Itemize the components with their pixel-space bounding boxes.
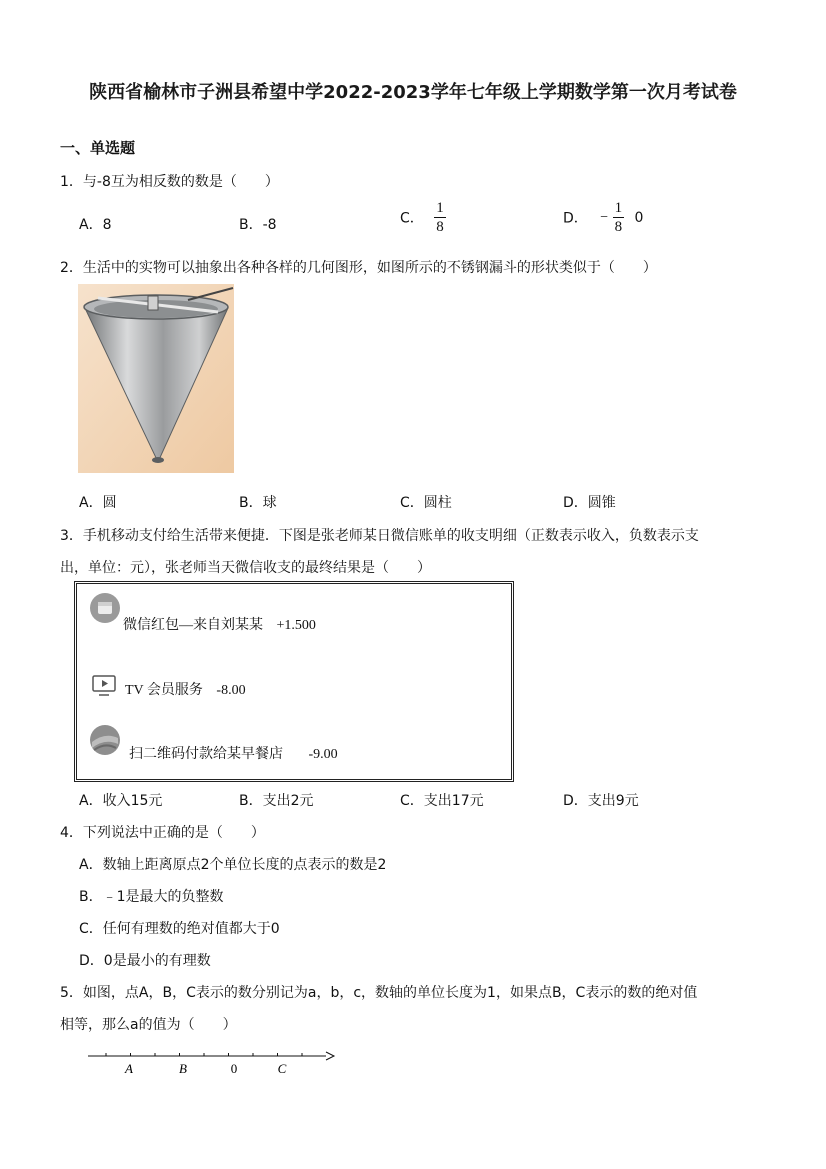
option-a — [79, 854, 386, 874]
option-text: 圆柱 — [423, 495, 452, 511]
option-letter: C． — [400, 495, 424, 511]
question-5 — [60, 982, 697, 1002]
origin-label: 0 — [230, 1061, 238, 1076]
option-letter: B． — [79, 889, 103, 905]
minus-sign: − — [600, 209, 609, 225]
option-letter: B． — [239, 495, 263, 511]
red-packet-icon — [89, 592, 121, 624]
option-text: 球 — [262, 495, 277, 511]
bill-label: TV 会员服务 — [125, 683, 203, 698]
option-text: 0 — [634, 209, 644, 226]
option-text: 8 — [102, 217, 112, 233]
question-text: 生活中的实物可以抽象出各种各样的几何图形，如图所示的不锈钢漏斗的形状类似于（ ） — [82, 260, 657, 276]
point-c-label: C — [277, 1061, 287, 1076]
option-letter: D． — [79, 953, 104, 969]
question-text: 与-8互为相反数的数是（ ） — [82, 174, 279, 190]
option-d — [563, 199, 643, 236]
option-d — [79, 950, 211, 970]
option-letter: A． — [79, 217, 103, 233]
bill-row-3 — [129, 743, 338, 763]
page-title: 陕西省榆林市子洲县希望中学2022-2023学年七年级上学期数学第一次月考试卷 — [89, 82, 737, 103]
fraction-denominator: 8 — [614, 219, 623, 235]
wechat-bill — [74, 581, 514, 782]
question-number: 2． — [60, 260, 83, 276]
funnel-photo — [78, 284, 234, 473]
axis-arrow — [326, 1052, 334, 1060]
bill-row-1 — [123, 614, 316, 634]
option-text: 圆锥 — [587, 495, 616, 511]
question-number: 1． — [60, 174, 83, 190]
bill-amount: -8.00 — [216, 683, 246, 698]
option-text: -8 — [262, 217, 277, 233]
bill-label: 扫二维码付款给某早餐店 — [129, 747, 283, 762]
fraction-numerator: 1 — [614, 200, 623, 216]
question-1 — [60, 171, 279, 191]
option-a — [79, 790, 162, 810]
option-a — [79, 492, 117, 512]
number-line — [86, 1046, 336, 1080]
funnel-image — [78, 284, 234, 473]
question-2 — [60, 257, 657, 277]
option-text: 圆 — [102, 495, 117, 511]
option-a — [79, 214, 112, 234]
option-letter: D． — [563, 495, 588, 511]
option-text: 0是最小的有理数 — [103, 953, 211, 969]
option-c — [400, 199, 446, 236]
option-text: 数轴上距离原点2个单位长度的点表示的数是2 — [102, 857, 387, 873]
number-line-figure — [86, 1046, 336, 1080]
option-b — [239, 492, 277, 512]
question-3 — [60, 525, 699, 545]
option-letter: C． — [79, 921, 103, 937]
option-letter: C． — [400, 793, 424, 809]
question-3-line-2: 出，单位：元），张老师当天微信收支的最终结果是（ ） — [60, 560, 431, 576]
option-text: 支出17元 — [423, 793, 484, 809]
option-c — [79, 918, 280, 938]
option-letter: B． — [239, 217, 263, 233]
option-b — [79, 886, 224, 906]
question-text: 如图，点A，B，C表示的数分别记为a，b，c，数轴的单位长度为1，如果点B，C表示的数的绝对值 — [82, 985, 698, 1001]
fraction — [434, 199, 446, 236]
option-letter: D． — [563, 210, 588, 227]
option-d — [563, 790, 639, 810]
question-number: 5． — [60, 985, 83, 1001]
option-letter: D． — [563, 793, 588, 809]
bill-label: 微信红包—来自刘某某 — [123, 618, 263, 633]
option-text: 收入15元 — [102, 793, 163, 809]
question-number: 4． — [60, 825, 83, 841]
fraction-numerator: 1 — [436, 200, 444, 216]
question-number: 3． — [60, 528, 83, 544]
option-letter: A． — [79, 495, 103, 511]
section-heading: 一、单选题 — [60, 139, 136, 157]
option-c — [400, 790, 484, 810]
option-d — [563, 492, 616, 512]
question-4 — [60, 822, 265, 842]
option-b — [239, 214, 277, 234]
option-text: 支出2元 — [262, 793, 314, 809]
question-5-line-2: 相等，那么a的值为（ ） — [60, 1017, 237, 1033]
option-text: ﹣1是最大的负整数 — [102, 889, 224, 905]
bill-amount: -9.00 — [308, 747, 338, 762]
option-text: 支出9元 — [587, 793, 639, 809]
option-c — [400, 492, 452, 512]
fraction-denominator: 8 — [436, 219, 444, 235]
option-letter: C． — [400, 210, 424, 227]
option-b — [239, 790, 314, 810]
point-b-label: B — [179, 1061, 187, 1076]
option-letter: B． — [239, 793, 263, 809]
shop-avatar-icon — [89, 724, 121, 756]
bill-amount: +1.500 — [276, 618, 316, 633]
fraction — [613, 199, 625, 236]
bill-row-2 — [125, 679, 246, 699]
point-a-label: A — [125, 1061, 133, 1076]
question-text: 下列说法中正确的是（ ） — [82, 825, 265, 841]
option-letter: A． — [79, 857, 103, 873]
option-letter: A． — [79, 793, 103, 809]
option-text: 任何有理数的绝对值都大于0 — [102, 921, 280, 937]
question-text: 手机移动支付给生活带来便捷．下图是张老师某日微信账单的收支明细（正数表示收入，负数表示支 — [82, 528, 699, 544]
tv-icon — [91, 674, 119, 698]
